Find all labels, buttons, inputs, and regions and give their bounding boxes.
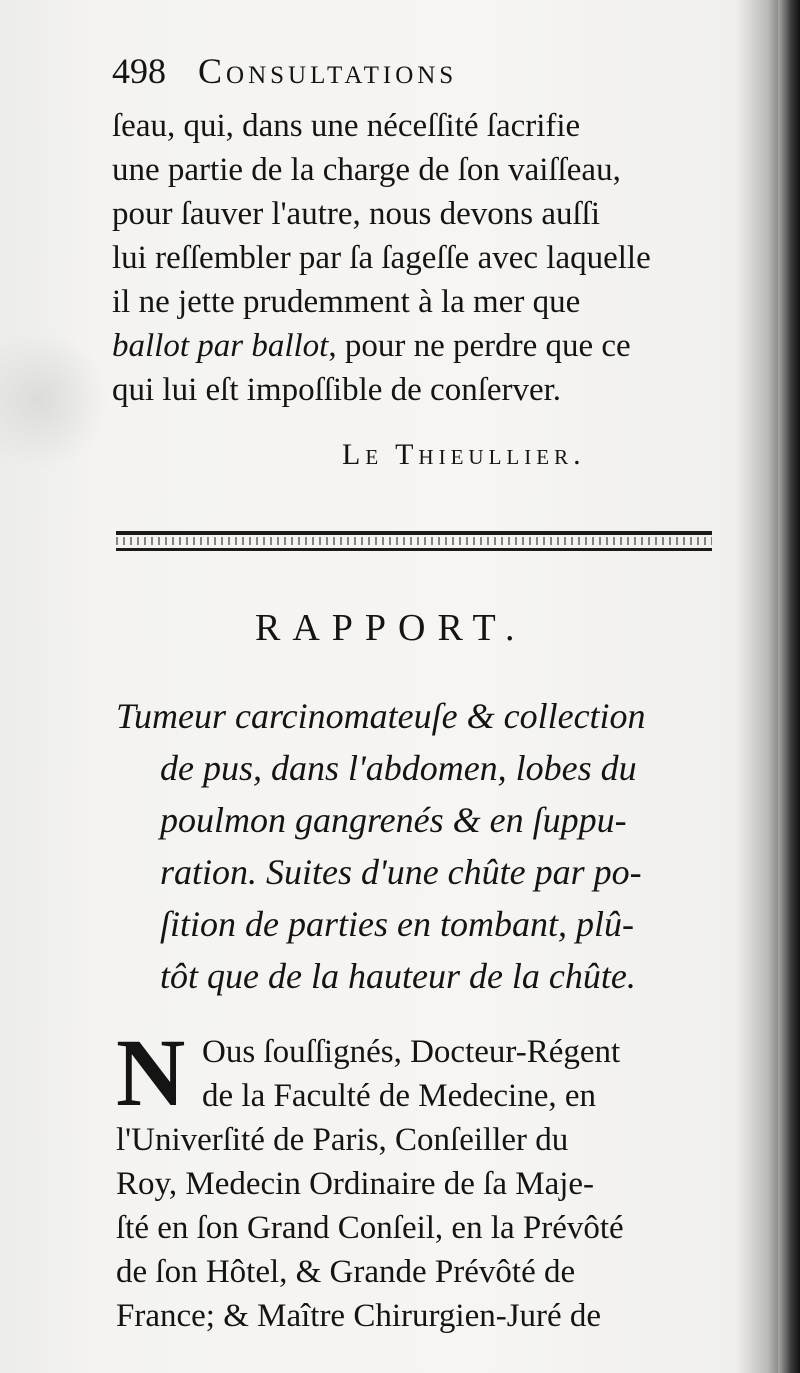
paragraph-line: Roy, Medecin Ordinaire de ſa Maje- xyxy=(116,1166,595,1202)
text-line: ſeau, qui, dans une néceſſité ſacrifie xyxy=(112,108,581,144)
running-title: Consultations xyxy=(198,51,458,91)
signature: Le Thieullier. xyxy=(342,438,586,471)
summary-line: tôt que de la hauteur de la chûte. xyxy=(160,956,636,996)
summary-line: ſition de parties en tombant, plû- xyxy=(160,904,634,944)
summary-line: ration. Suites d'une chûte par po- xyxy=(160,852,642,892)
divider-rule-top xyxy=(116,531,712,535)
section-title: RAPPORT. xyxy=(255,607,527,649)
paragraph-line: l'Univerſité de Paris, Conſeiller du xyxy=(116,1122,569,1158)
paragraph xyxy=(116,1019,736,1338)
paper-stain xyxy=(0,330,110,470)
text-line: qui lui eſt impoſſible de conſerver. xyxy=(112,372,562,408)
text-line: lui reſſembler par ſa ſageſſe avec laquelle xyxy=(112,240,651,276)
paragraph-line: Ous ſouſſignés, Docteur-Régent xyxy=(202,1034,621,1070)
paragraph-line: de ſon Hôtel, & Grande Prévôté de xyxy=(116,1254,576,1290)
text-line-remainder: , pour ne perdre que ce xyxy=(328,328,631,364)
text-line: une partie de la charge de ſon vaiſſeau, xyxy=(112,152,621,188)
paragraph-line: France; & Maître Chirurgien-Juré de xyxy=(116,1298,602,1334)
text-line-with-italic xyxy=(112,324,631,368)
paragraph-line: de la Faculté de Medecine, en xyxy=(202,1078,596,1114)
text-line: il ne jette prudemment à la mer que xyxy=(112,284,581,320)
summary-line: Tumeur carcinomateuſe & collection xyxy=(116,696,646,736)
summary-line: de pus, dans l'abdomen, lobes du xyxy=(160,748,637,788)
italic-phrase: ballot par ballot xyxy=(112,328,329,364)
text-line: pour ſauver l'autre, nous devons auſſi xyxy=(112,196,600,232)
page-number: 498 xyxy=(112,51,166,91)
paragraph-line: ſté en ſon Grand Conſeil, en la Prévôté xyxy=(116,1210,624,1246)
running-header xyxy=(112,50,457,92)
divider-rule-bottom xyxy=(116,548,712,551)
summary-line: poulmon gangrenés & en ſuppu- xyxy=(160,800,627,840)
divider-ornament xyxy=(116,537,712,545)
drop-cap: N xyxy=(116,1019,186,1126)
summary-block xyxy=(116,690,736,1002)
book-spine-shadow xyxy=(778,0,800,1373)
